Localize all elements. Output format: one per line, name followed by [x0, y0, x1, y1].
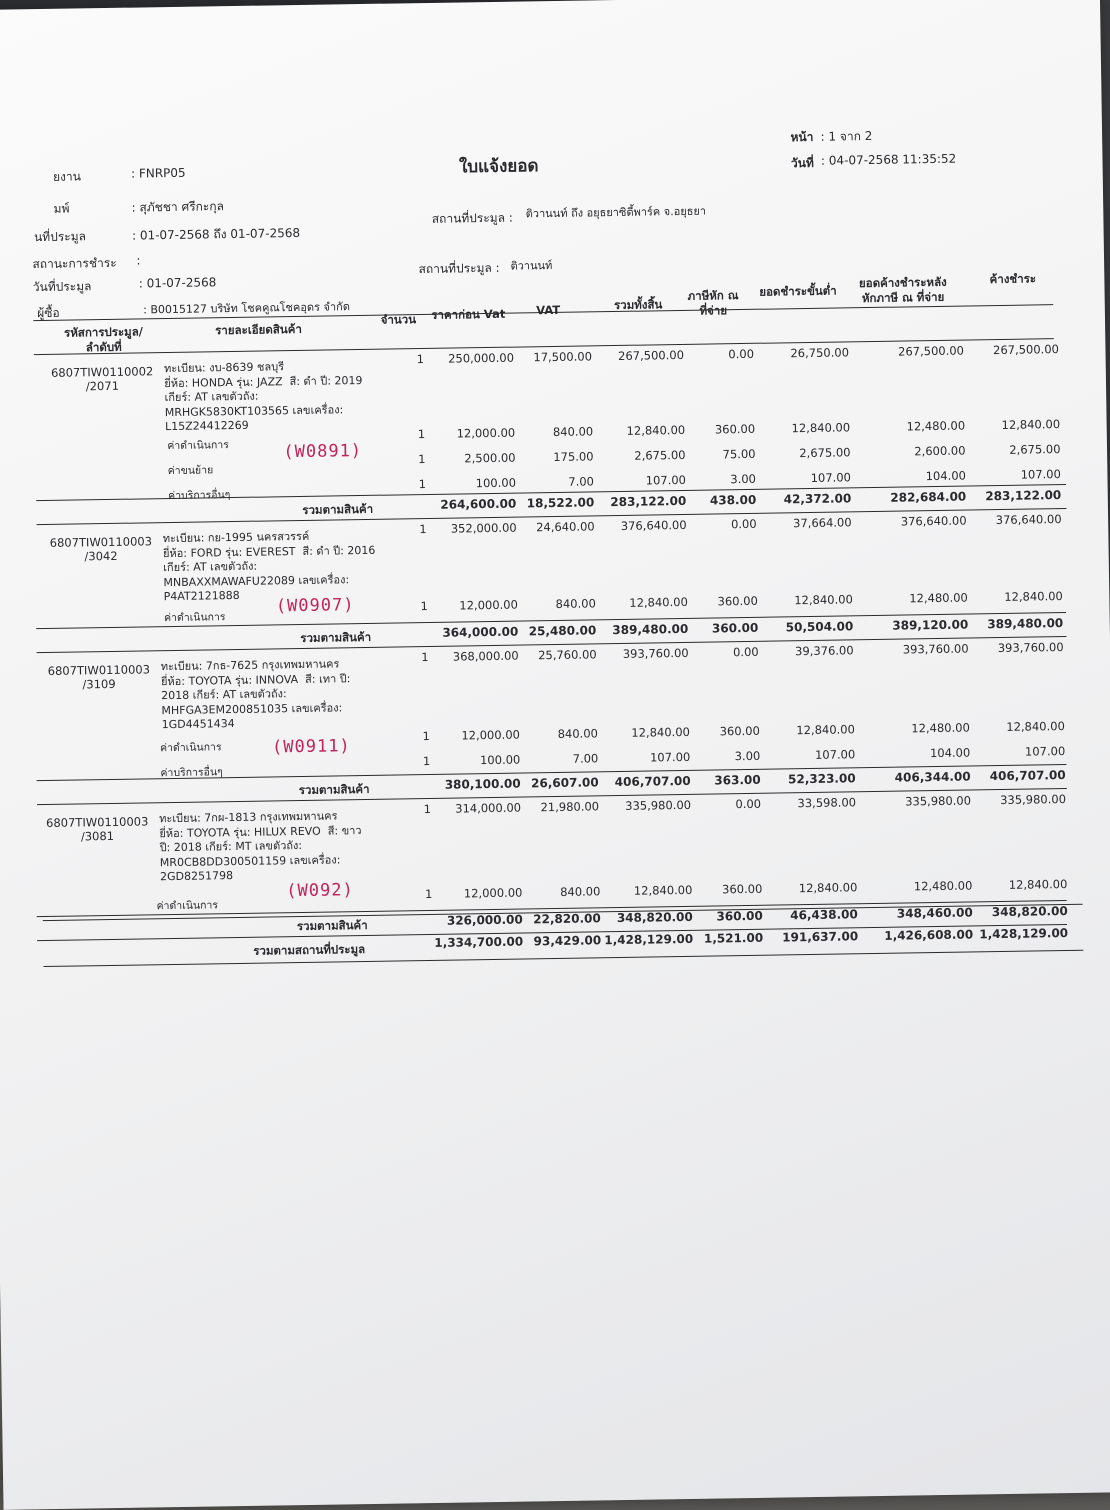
main-row-vat: 25,760.00	[538, 647, 597, 663]
subtotal-total: 348,820.00	[616, 909, 693, 926]
document-title: ใบแจ้งยอด	[458, 156, 539, 178]
fee-row-total: 107.00	[649, 749, 691, 765]
col-pre-vat: ราคาก่อน Vat	[431, 306, 506, 322]
col-outstanding: ค้างชำระ	[989, 271, 1037, 287]
subtotal-min-pay: 42,372.00	[783, 491, 852, 507]
main-row-pre-vat: 352,000.00	[450, 520, 517, 536]
main-row-outstanding: 267,500.00	[992, 342, 1060, 358]
grand-total-min-pay: 191,637.00	[782, 929, 859, 945]
subtotal-vat: 25,480.00	[528, 623, 597, 639]
grand-total-outstanding: 1,428,129.00	[979, 925, 1069, 942]
fee-row-outstanding: 107.00	[1020, 467, 1061, 482]
main-row-min-pay: 26,750.00	[790, 345, 850, 361]
fee-label: ค่าดำเนินการ	[167, 439, 229, 453]
subtotal-wht: 360.00	[716, 908, 763, 924]
main-row-pre-vat: 368,000.00	[452, 648, 519, 664]
fee-row-vat: 7.00	[572, 751, 599, 766]
fee-row-wht: 3.00	[730, 471, 757, 487]
fee-row-outstanding: 12,840.00	[1004, 589, 1063, 604]
auction-date-label: นที่ประมูล	[33, 229, 87, 245]
subtotal-after-wht: 282,684.00	[890, 489, 967, 505]
fee-row-min-pay: 12,840.00	[798, 880, 858, 896]
item-detail: ทะเบียน: งบ-8639 ชลบุรี ยี่ห้อ: HONDA รุ่น: JAZZ สี: ดำ ปี: 2019 เกียร์: AT เลขตัวถัง: MRHGK5830KT103565 เลขเครื่อง: L15Z24412269	[164, 360, 363, 434]
grand-total-vat: 93,429.00	[533, 933, 602, 949]
fee-row-pre-vat: 12,000.00	[456, 425, 516, 441]
main-row-total: 267,500.00	[618, 347, 685, 363]
report-label: ยงาน	[52, 169, 82, 184]
main-row-min-pay: 37,664.00	[792, 515, 852, 531]
fee-row-pre-vat: 100.00	[479, 752, 521, 768]
fee-row-vat: 840.00	[552, 424, 594, 439]
fee-row-qty: 1	[420, 598, 428, 614]
fee-row-qty: 1	[422, 753, 431, 769]
fee-row-pre-vat: 2,500.00	[464, 450, 516, 466]
fee-row-pre-vat: 12,000.00	[459, 597, 518, 613]
main-row-after-wht: 393,760.00	[902, 641, 969, 657]
payment-status-value: :	[136, 253, 141, 268]
fee-row-vat: 840.00	[555, 596, 596, 611]
fee-row-total: 12,840.00	[626, 422, 686, 438]
main-row-after-wht: 335,980.00	[905, 793, 972, 809]
fee-row-qty: 1	[422, 728, 431, 744]
buyer-value: : B0015127 บริษัท โชคคูณโชคอุดร จำกัด	[143, 300, 351, 317]
fee-row-pre-vat: 12,000.00	[461, 727, 521, 743]
main-row-pre-vat: 314,000.00	[455, 800, 522, 816]
subtotal-pre-vat: 264,600.00	[440, 496, 517, 512]
fee-row-vat: 175.00	[553, 449, 594, 464]
col-total: รวมทั้งสิ้น	[613, 297, 663, 313]
auction-code: 6807TIW0110002 /2071	[50, 364, 154, 394]
fee-row-min-pay: 12,840.00	[796, 722, 855, 738]
auction-code: 6807TIW0110003 /3042	[49, 534, 153, 564]
fee-row-vat: 840.00	[560, 884, 601, 899]
fee-row-min-pay: 107.00	[810, 470, 852, 485]
fee-label: ค่าบริการอื่นๆ	[160, 766, 223, 780]
fee-row-pre-vat: 12,000.00	[463, 885, 523, 901]
auction-day-value: : 01-07-2568	[138, 275, 217, 291]
fee-label: ค่าดำเนินการ	[156, 899, 219, 913]
fee-row-min-pay: 12,840.00	[791, 420, 851, 436]
grand-total-total: 1,428,129.00	[604, 931, 694, 948]
subtotal-pre-vat: 364,000.00	[442, 624, 519, 640]
payment-status-label: สถานะการชำระ	[32, 255, 117, 272]
fee-row-total: 12,840.00	[629, 594, 688, 610]
fee-row-wht: 360.00	[714, 421, 756, 437]
subtotal-label: รวมตามสินค้า	[298, 781, 370, 798]
main-row-qty: 1	[421, 649, 429, 665]
subtotal-label: รวมตามสินค้า	[300, 629, 372, 645]
main-row-wht: 0.00	[735, 796, 762, 812]
date-label: วันที่	[790, 155, 814, 171]
item-detail: ทะเบียน: 7กธ-7625 กรุงเทพมหานคร ยี่ห้อ: TOYOTA รุ่น: INNOVA สี: เทา ปี: 2018 เกียร์: AT เลขตัวถัง: MHFGA3EM200851035 เลขเครื่อง: 1GD4451434	[160, 657, 351, 732]
handwritten-note: (W0907)	[275, 595, 355, 617]
main-row-outstanding: 376,640.00	[995, 512, 1062, 528]
auction-code: 6807TIW0110003 /3081	[45, 814, 149, 844]
subtotal-outstanding: 406,707.00	[989, 767, 1066, 784]
page-label: หน้า	[790, 129, 814, 145]
main-row-min-pay: 39,376.00	[794, 643, 854, 659]
subtotal-outstanding: 283,122.00	[985, 488, 1062, 504]
item-detail: ทะเบียน: 7กผ-1813 กรุงเทพมหานคร ยี่ห้อ: TOYOTA รุ่น: HILUX REVO สี: ขาว ปี: 2018 เกียร์: MT เลขตัวถัง: MR0CB8DD300501159 เลขเครื่อง: 2GD8251798	[159, 809, 362, 884]
main-row-total: 393,760.00	[622, 645, 689, 661]
subtotal-outstanding: 389,480.00	[987, 616, 1064, 632]
col-vat: VAT	[536, 302, 561, 318]
fee-row-wht: 3.00	[734, 748, 761, 764]
auction-day-label: วันที่ประมูล	[32, 279, 92, 295]
main-row-outstanding: 335,980.00	[1000, 791, 1067, 808]
location-value: ติวานนท์	[510, 258, 553, 273]
fee-row-pre-vat: 100.00	[475, 475, 517, 491]
fee-row-after-wht: 2,600.00	[914, 443, 966, 459]
fee-row-outstanding: 12,840.00	[1006, 718, 1065, 734]
main-row-total: 376,640.00	[620, 517, 687, 533]
main-row-wht: 0.00	[730, 516, 757, 532]
subtotal-vat: 26,607.00	[530, 775, 599, 791]
grand-total-pre-vat: 1,334,700.00	[434, 934, 524, 950]
subtotal-label: รวมตามสินค้า	[296, 917, 368, 934]
fee-row-outstanding: 12,840.00	[1001, 417, 1061, 432]
fee-row-after-wht: 104.00	[929, 745, 971, 761]
fee-row-qty: 1	[418, 476, 427, 492]
item-detail: ทะเบียน: กย-1995 นครสวรรค์ ยี่ห้อ: FORD รุ่น: EVEREST สี: ดำ ปี: 2016 เกียร์: AT เลขตัวถัง: MNBAXXMAWAFU22089 เลขเครื่อง: P4AT2121888	[162, 529, 376, 604]
fee-row-outstanding: 107.00	[1024, 743, 1066, 759]
main-row-wht: 0.00	[732, 644, 759, 660]
grand-total-bottom-rule	[43, 950, 1083, 967]
handwritten-note: (W0911)	[271, 736, 351, 758]
fee-row-outstanding: 2,675.00	[1009, 442, 1061, 457]
subtotal-vat: 22,820.00	[533, 911, 601, 927]
user-label: มพ์	[53, 201, 70, 216]
main-row-vat: 24,640.00	[536, 519, 595, 535]
main-row-total: 335,980.00	[625, 797, 692, 813]
fee-row-min-pay: 2,675.00	[799, 445, 851, 461]
fee-row-after-wht: 12,480.00	[913, 878, 973, 894]
subtotal-wht: 360.00	[711, 620, 759, 636]
user-value: : สุภัชชา ศรีกะกุล	[131, 199, 225, 215]
subtotal-min-pay: 46,438.00	[790, 907, 858, 923]
fee-row-qty: 1	[424, 886, 433, 902]
fee-label: ค่าดำเนินการ	[163, 611, 226, 625]
handwritten-note: (W092)	[286, 880, 354, 902]
subtotal-after-wht: 348,460.00	[896, 905, 973, 921]
fee-row-after-wht: 12,480.00	[909, 590, 968, 606]
subtotal-total: 406,707.00	[614, 773, 691, 790]
subtotal-total: 283,122.00	[610, 493, 687, 510]
location-label: สถานที่ประมูล :	[418, 260, 500, 277]
fee-label: ค่าดำเนินการ	[159, 741, 222, 755]
location-range-label: สถานที่ประมูล :	[431, 210, 513, 226]
col-after-wht: ยอดค้างชำระหลัง หักภาษี ณ ที่จ่าย	[858, 274, 947, 306]
subtotal-after-wht: 389,120.00	[892, 617, 969, 633]
main-row-min-pay: 33,598.00	[797, 795, 857, 811]
fee-row-min-pay: 107.00	[814, 747, 856, 762]
main-row-qty: 1	[419, 521, 427, 537]
fee-row-vat: 840.00	[557, 726, 599, 741]
subtotal-pre-vat: 380,100.00	[444, 776, 521, 792]
auction-code: 6807TIW0110003 /3109	[47, 662, 151, 692]
subtotal-pre-vat: 326,000.00	[446, 912, 523, 928]
grand-total-after-wht: 1,426,608.00	[884, 927, 974, 943]
subtotal-min-pay: 50,504.00	[785, 619, 854, 635]
fee-row-total: 12,840.00	[631, 724, 690, 740]
fee-row-vat: 7.00	[568, 474, 595, 489]
fee-label: ค่าขนย้าย	[167, 464, 214, 478]
main-row-wht: 0.00	[728, 346, 755, 362]
report-code: : FNRP05	[130, 165, 186, 181]
main-row-vat: 21,980.00	[540, 799, 600, 815]
fee-row-wht: 360.00	[719, 723, 760, 739]
fee-row-total: 2,675.00	[634, 447, 686, 463]
subtotal-after-wht: 406,344.00	[894, 769, 971, 785]
col-detail: รายละเอียดสินค้า	[215, 321, 302, 338]
fee-row-wht: 75.00	[722, 446, 756, 462]
handwritten-note: (W0891)	[283, 440, 363, 463]
buyer-label: ผู้ซื้อ	[37, 305, 60, 321]
subtotal-label: รวมตามสินค้า	[302, 501, 374, 517]
main-row-qty: 1	[423, 801, 432, 817]
fee-row-qty: 1	[417, 427, 426, 442]
location-range-value: ติวานนท์ ถึง อยุธยาซิตี้พาร์ค จ.อยุธยา	[525, 204, 707, 221]
fee-row-after-wht: 12,480.00	[906, 418, 966, 434]
subtotal-vat: 18,522.00	[526, 495, 595, 511]
subtotal-min-pay: 52,323.00	[787, 771, 856, 787]
main-row-pre-vat: 250,000.00	[448, 350, 515, 366]
subtotal-total: 389,480.00	[612, 621, 689, 638]
fee-row-outstanding: 12,840.00	[1008, 876, 1068, 892]
subtotal-wht: 363.00	[714, 772, 761, 788]
grand-total-wht: 1,521.00	[703, 930, 764, 946]
fee-label: ค่าบริการอื่นๆ	[168, 489, 231, 503]
col-code: รหัสการประมูล/ ลำดับที่	[63, 324, 144, 355]
col-min-pay: ยอดชำระขั้นต่ำ	[759, 283, 837, 299]
fee-row-total: 107.00	[645, 472, 687, 488]
main-row-vat: 17,500.00	[533, 349, 593, 365]
main-row-after-wht: 267,500.00	[897, 343, 965, 359]
fee-row-wht: 360.00	[717, 593, 758, 609]
main-row-after-wht: 376,640.00	[900, 513, 967, 529]
fee-row-total: 12,840.00	[633, 882, 693, 898]
col-wht: ภาษีหัก ณ ที่จ่าย	[687, 288, 739, 318]
subtotal-wht: 438.00	[709, 492, 757, 508]
grand-total-label: รวมตามสถานที่ประมูล	[253, 942, 366, 958]
page-value: : 1 จาก 2	[820, 128, 873, 144]
main-row-outstanding: 393,760.00	[997, 640, 1064, 656]
fee-row-wht: 360.00	[722, 881, 763, 897]
auction-date-value: : 01-07-2568 ถึง 01-07-2568	[131, 225, 301, 243]
subtotal-outstanding: 348,820.00	[991, 903, 1068, 920]
fee-row-qty: 1	[418, 451, 426, 467]
col-qty: จำนวน	[380, 312, 417, 327]
date-value: : 04-07-2568 11:35:52	[820, 151, 957, 168]
main-row-qty: 1	[416, 352, 425, 367]
fee-row-min-pay: 12,840.00	[794, 592, 853, 608]
fee-row-after-wht: 12,480.00	[911, 720, 970, 736]
fee-row-after-wht: 104.00	[925, 468, 967, 484]
